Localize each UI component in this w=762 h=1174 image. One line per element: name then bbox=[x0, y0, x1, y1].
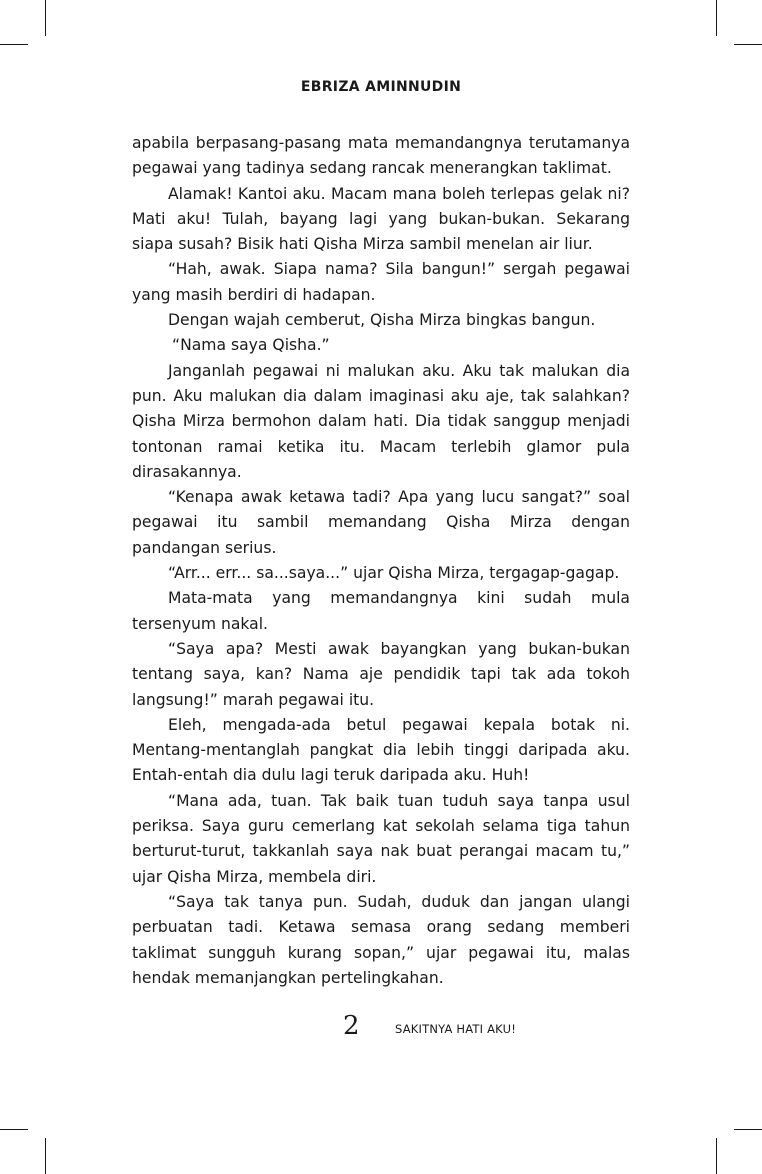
paragraph: “Saya tak tanya pun. Sudah, duduk dan jangan ulangi perbuatan tadi. Ketawa semasa orang sedang memberi taklimat sungguh kurang sopan,” ujar pegawai itu, malas hendak memanjangkan pertelingkahan. bbox=[132, 892, 630, 987]
paragraph: Mata-mata yang memandangnya kini sudah mula tersenyum nakal. bbox=[132, 589, 630, 633]
paragraph: Alamak! Kantoi aku. Macam mana boleh terlepas gelak ni? Mati aku! Tulah, bayang lagi yang bukan-bukan. Sekarang siapa susah? Bisik hati Qisha Mirza sambil menelan air liur. bbox=[132, 184, 630, 254]
paragraph: “Hah, awak. Siapa nama? Sila bangun!” sergah pegawai yang masih berdiri di hadapan. bbox=[132, 260, 630, 304]
crop-mark bbox=[734, 44, 762, 45]
crop-mark bbox=[0, 1129, 28, 1130]
crop-mark bbox=[716, 1138, 717, 1174]
crop-mark bbox=[0, 44, 28, 45]
book-title: SAKITNYA HATI AKU! bbox=[395, 1022, 517, 1036]
body-text bbox=[132, 131, 630, 991]
paragraph: “Arr... err... sa...saya...” ujar Qisha Mirza, tergagap-gagap. bbox=[168, 564, 620, 583]
paragraph: apabila berpasang-pasang mata memandangnya terutamanya pegawai yang tadinya sedang rancak menerangkan taklimat. bbox=[132, 134, 630, 178]
crop-mark bbox=[45, 1138, 46, 1174]
crop-mark bbox=[734, 1129, 762, 1130]
paragraph: Janganlah pegawai ni malukan aku. Aku tak malukan dia pun. Aku malukan dia dalam imaginasi aku aje, tak salahkan? Qisha Mirza bermohon dalam hati. Dia tidak sanggup menjadi tontonan ramai ketika itu. Macam terlebih glamor pula dirasakannya. bbox=[132, 361, 630, 481]
running-head: EBRIZA AMINNUDIN bbox=[300, 79, 462, 95]
paragraph: Dengan wajah cemberut, Qisha Mirza bingkas bangun. bbox=[168, 311, 596, 330]
paragraph: Eleh, mengada-ada betul pegawai kepala botak ni. Mentang-mentanglah pangkat dia lebih tinggi daripada aku. Entah-entah dia dulu lagi teruk daripada aku. Huh! bbox=[132, 715, 630, 785]
paragraph: “Mana ada, tuan. Tak baik tuan tuduh saya tanpa usul periksa. Saya guru cemerlang kat sekolah selama tiga tahun berturut-turut, takkanlah saya nak buat perangai macam tu,” ujar Qisha Mirza, membela diri. bbox=[132, 791, 630, 886]
crop-mark bbox=[45, 0, 46, 36]
page-number: 2 bbox=[343, 1011, 360, 1041]
paragraph: “Nama saya Qisha.” bbox=[172, 336, 330, 355]
page-footer bbox=[0, 1011, 762, 1051]
paragraph: “Saya apa? Mesti awak bayangkan yang bukan-bukan tentang saya, kan? Nama aje pendidik tapi tak ada tokoh langsung!” marah pegawai itu. bbox=[132, 639, 630, 709]
crop-mark bbox=[716, 0, 717, 36]
paragraph: “Kenapa awak ketawa tadi? Apa yang lucu sangat?” soal pegawai itu sambil memandang Qisha Mirza dengan pandangan serius. bbox=[132, 488, 630, 557]
